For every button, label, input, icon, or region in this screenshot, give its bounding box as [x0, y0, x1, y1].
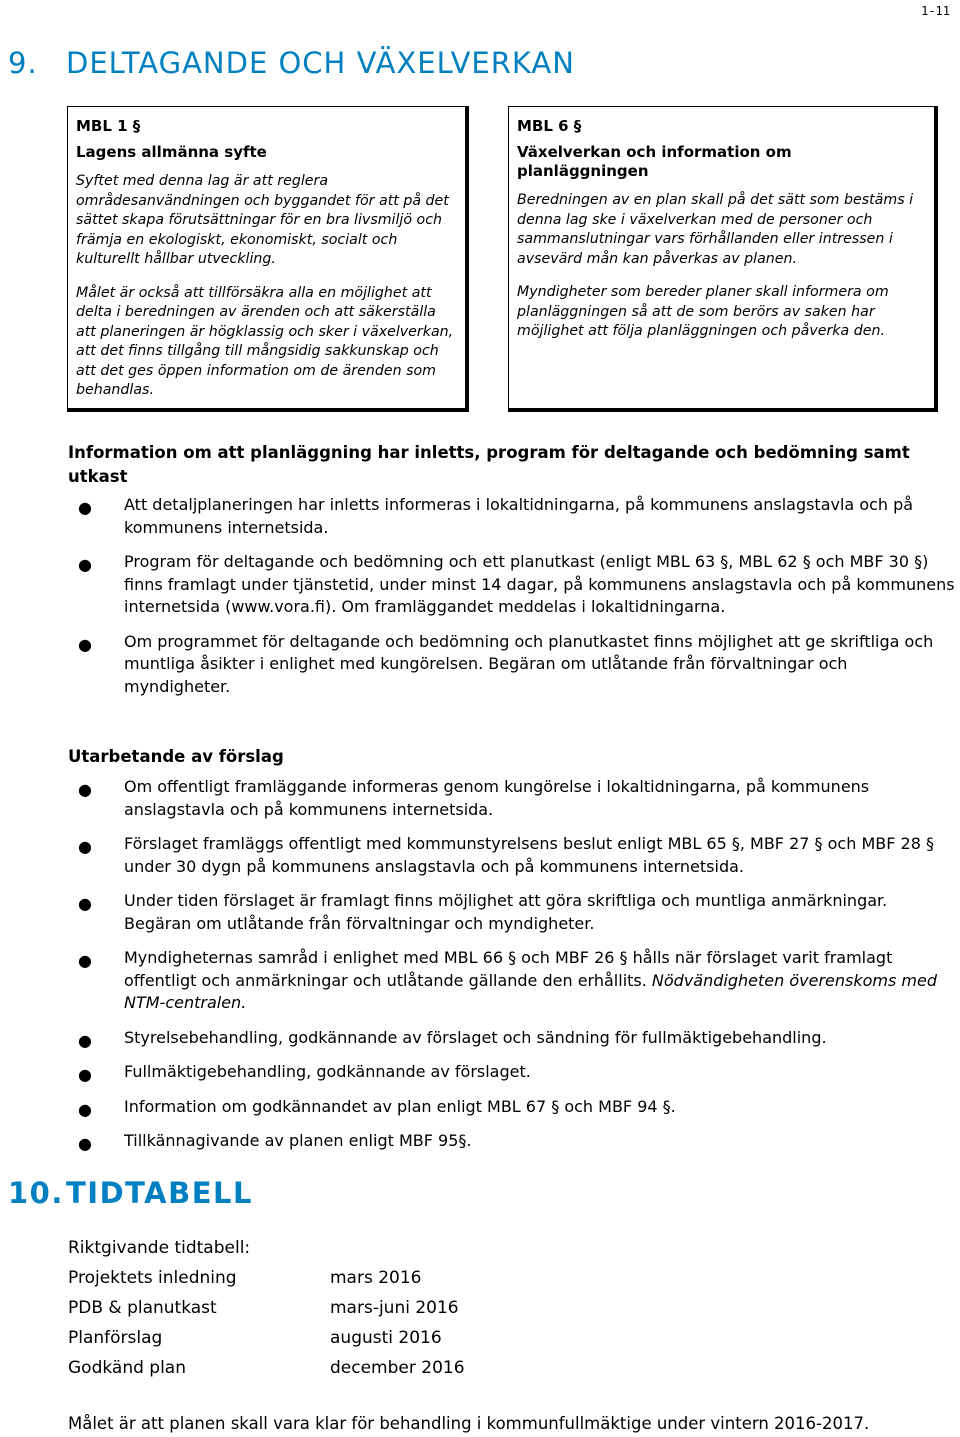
section-10-heading — [8, 1176, 253, 1210]
section-number: 10. — [8, 1176, 64, 1210]
list-item: ● Program för deltagande och bedömning och ett planutkast (enligt MBL 63 §, MBL 62 § och MBF 30 §) finns framlagt under tjänstetid, under minst 14 dagar, på kommunens anslagstavla och på kommunens internetsida (www.vora.fi). Om framläggandet meddelas i lokaltidningarna. — [78, 552, 955, 616]
bullet-icon: ● — [78, 1030, 92, 1050]
law-reference: MBL 6 § — [517, 117, 582, 135]
list-item: ● Om offentligt framläggande informeras genom kungörelse i lokaltidningarna, på kommunens anslagstavla och på kommunens internetsida. — [78, 777, 870, 819]
list-item: ● Information om godkännandet av plan enligt MBL 67 § och MBF 94 §. — [68, 1096, 958, 1119]
bullet-icon: ● — [78, 837, 92, 856]
bullet-icon: ● — [78, 951, 92, 970]
timetable-row: Godkänd plan december 2016 — [68, 1358, 465, 1378]
draft-list — [68, 776, 958, 1165]
italic-note: Nödvändigheten överenskoms med NTM-centralen. — [124, 970, 937, 1012]
section-title: TIDTABELL — [66, 1176, 253, 1210]
list-item: ● Myndigheternas samråd i enlighet med MBL 66 § och MBF 26 § hålls när förslaget varit framlagt offentligt och anmärkningar och utlåtande gällande den erhållits. Nödvändigheten överenskoms med NTM-centralen. — [78, 948, 937, 1012]
list-item: ● Under tiden förslaget är framlagt finns möjlighet att göra skriftliga och muntliga anmärkningar. Begäran om utlåtande från förvaltningar och myndigheter. — [78, 891, 888, 933]
section-number: 9. — [8, 46, 38, 80]
list-item: ● Om programmet för deltagande och bedömning och planutkastet finns möjlighet att ge skriftliga och muntliga åsikter i enlighet med kungörelsen. Begäran om utlåtande från förvaltningar och myndigheter. — [78, 631, 934, 696]
list-item: ● Tillkännagivande av planen enligt MBF 95§. — [68, 1130, 958, 1153]
timetable-row: Planförslag augusti 2016 — [68, 1328, 442, 1348]
bullet-icon: ● — [78, 1065, 92, 1084]
timetable-row: Projektets inledning mars 2016 — [68, 1268, 422, 1288]
box-paragraph: Myndigheter som bereder planer skall informera om planläggningen så att de som berörs av saken har möjlighet att följa planläggningen och påverka den. — [517, 284, 889, 339]
bullet-icon: ● — [78, 894, 92, 913]
info-list — [68, 494, 958, 710]
box-title: Lagens allmänna syfte — [76, 143, 267, 161]
box-paragraph: Syftet med denna lag är att reglera områdesanvändningen och byggandet för att på det sättet skapa förutsättningar för en bra livsmiljö och främja en ekologiskt, ekonomiskt, socialt och kulturellt hållbar utveckling. — [76, 173, 449, 267]
info-section-heading: Information om att planläggning har inletts, program för deltagande och bedömning samt utkast — [68, 443, 910, 486]
draft-section-heading: Utarbetande av förslag — [68, 747, 284, 766]
list-item: ● Fullmäktigebehandling, godkännande av förslaget. — [68, 1061, 958, 1084]
timetable — [68, 1233, 465, 1383]
bullet-icon: ● — [78, 498, 92, 517]
page-number: 1-11 — [921, 4, 950, 18]
box-paragraph: Målet är också att tillförsäkra alla en möjlighet att delta i beredningen av ärenden och att säkerställa att planeringen är högklassig och sker i växelverkan, att det finns tillgång till mångsidig sakkunskap och att det ges öppen information om de ärenden som behandlas. — [76, 284, 454, 398]
bullet-icon: ● — [78, 1134, 92, 1153]
section-9-heading — [8, 46, 575, 80]
bullet-icon: ● — [78, 1099, 92, 1119]
law-reference: MBL 1 § — [76, 117, 141, 135]
list-item: ● Att detaljplaneringen har inletts informeras i lokaltidningarna, på kommunens anslagstavla och på kommunens internetsida. — [78, 495, 914, 537]
list-item: ● Förslaget framläggs offentligt med kommunstyrelsens beslut enligt MBL 65 §, MBF 27 § och MBF 28 § under 30 dygn på kommunens anslagstavla och på kommunens internetsida. — [78, 834, 934, 876]
box-paragraph: Beredningen av en plan skall på det sätt som bestäms i denna lag ske i växelverkan med de personer och sammanslutningar vars förhållanden eller intressen i avsevärd mån kan påverkas av planen. — [517, 192, 914, 267]
bullet-icon: ● — [78, 555, 92, 574]
box-title: Växelverkan och information om planläggningen — [517, 143, 792, 180]
list-item: ● Styrelsebehandling, godkännande av förslaget och sändning för fullmäktigebehandling. — [68, 1027, 958, 1050]
bullet-icon: ● — [78, 634, 92, 654]
section-title: DELTAGANDE OCH VÄXELVERKAN — [66, 46, 575, 80]
timetable-intro: Riktgivande tidtabell: — [68, 1238, 251, 1258]
bullet-icon: ● — [78, 780, 92, 799]
mbl-1-box — [67, 106, 469, 412]
timetable-goal: Målet är att planen skall vara klar för behandling i kommunfullmäktige under vintern 2016-2017. — [68, 1414, 870, 1433]
timetable-row: PDB & planutkast mars-juni 2016 — [68, 1298, 459, 1318]
mbl-6-box — [508, 106, 938, 412]
